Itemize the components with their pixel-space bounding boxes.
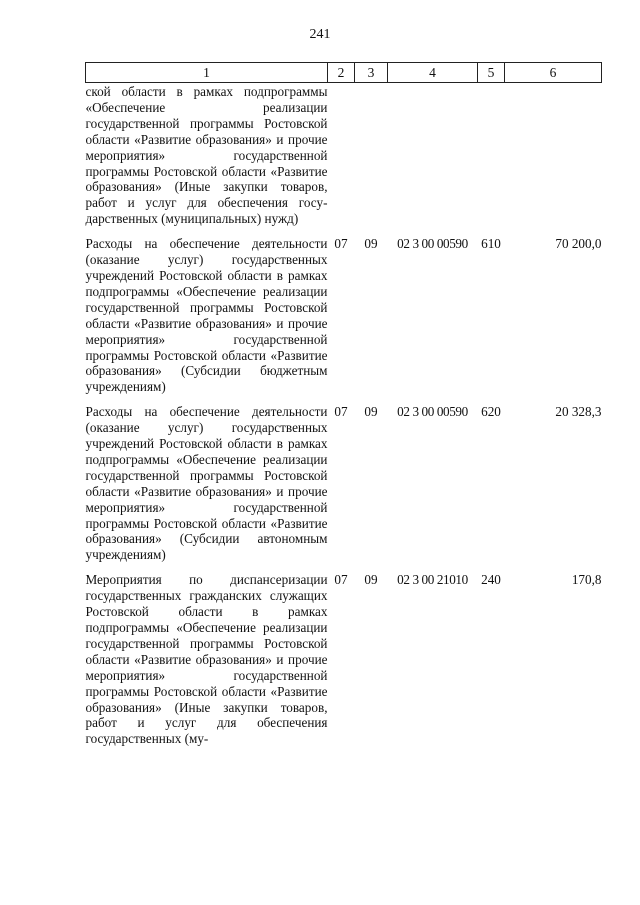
column-header-4: 4 <box>388 63 478 83</box>
row-expense-type: 240 <box>481 572 501 588</box>
table-row <box>86 83 602 231</box>
page-number: 241 <box>309 27 331 42</box>
row-amount: 70 200,0 <box>555 236 602 252</box>
row-target-article: 02 3 00 00590 <box>397 236 468 252</box>
row-target-article <box>388 83 478 231</box>
column-header-3: 3 <box>355 63 388 83</box>
row-expense-type: 620 <box>481 404 501 420</box>
row-section-code <box>328 83 355 231</box>
row-subsection-code: 09 <box>364 236 378 252</box>
row-description: Мероприятия по диспансеризации государственных гражданских служащих Ростовской области в рамках подпрограммы «Обеспечение реализации государственной программы Ростовской области «Развитие образования» и прочие мероприятия» государственной программы Ростовской области «Развитие образования» (Иные закупки товаров, работ и услуг для обеспечения государственных (му- <box>85 572 328 747</box>
row-target-article: 02 3 00 21010 <box>397 572 468 588</box>
budget-table <box>85 62 602 750</box>
row-amount: 20 328,3 <box>555 404 602 420</box>
column-header-1: 1 <box>86 63 328 83</box>
row-description: Расходы на обеспечение деятельности (оказание услуг) государственных учреждений Ростовской области в рамках подпрограммы «Обеспечение реализации государственной программы Ростовской области «Развитие образования» и прочие мероприятия» государственной программы Ростовской области «Развитие образования» (Субсидии бюджетным учреждениям) <box>85 236 328 395</box>
table-row <box>86 398 602 566</box>
row-expense-type <box>478 83 505 231</box>
column-header-5: 5 <box>478 63 505 83</box>
row-section-code: 07 <box>334 572 348 588</box>
column-header-6: 6 <box>505 63 602 83</box>
row-description: Расходы на обеспечение деятельности (оказание услуг) государственных учреждений Ростовской области в рамках подпрограммы «Обеспечение реализации государственной программы Ростовской области «Развитие образования» и прочие мероприятия» государственной программы Ростовской области «Развитие образования» (Субсидии автономным учреждениям) <box>85 404 328 563</box>
row-amount: 170,8 <box>571 572 602 588</box>
row-subsection-code <box>355 83 388 231</box>
table-row <box>86 230 602 398</box>
table-row <box>86 566 602 750</box>
row-section-code: 07 <box>334 404 348 420</box>
row-target-article: 02 3 00 00590 <box>397 404 468 420</box>
column-header-2: 2 <box>328 63 355 83</box>
row-subsection-code: 09 <box>364 404 378 420</box>
table-header-row <box>86 63 602 83</box>
row-subsection-code: 09 <box>364 572 378 588</box>
row-expense-type: 610 <box>481 236 501 252</box>
row-section-code: 07 <box>334 236 348 252</box>
row-amount <box>505 83 602 231</box>
row-description: ской области в рамках подпрограммы «Обеспечение реализации государственной программы Ростовской области «Развитие образования» и прочие мероприятия» государственной программы Ростовской области «Развитие образования» (Иные закупки товаров, работ и услуг для обеспечения государственных (муниципальных) нужд) <box>85 84 328 227</box>
